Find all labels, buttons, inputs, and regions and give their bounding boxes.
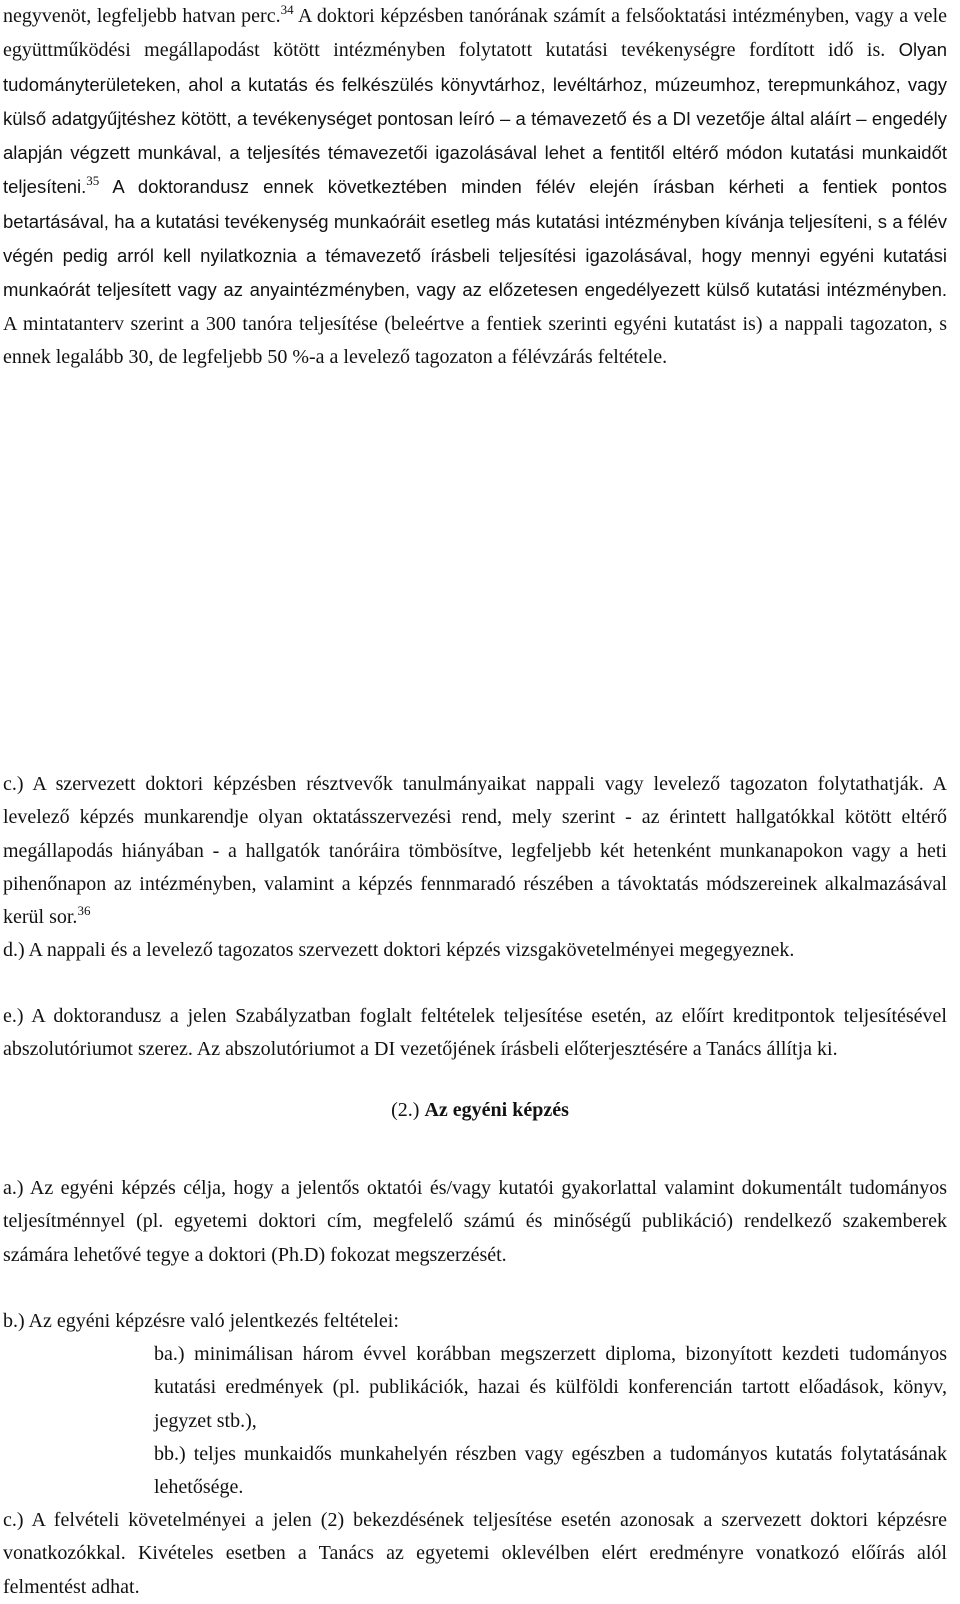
section-heading [0,1096,960,1124]
text-run: c.) A szervezett doktori képzésben résztvevők tanulmányaikat nappali vagy levelező tagozaton folytathatják. A levelező képzés munkarendje olyan oktatásszervezési rend, mely szerint - az érintett hallgatókkal kötött eltérő megállapodás hiányában - a hallgatók tanóráira tömbösítve, legfeljebb két hetenként munkanapokon vagy a heti pihenőnapon az intézményben, valamint a képzés fennmaradó részében a távoktatás módszereinek alkalmazásával kerül sor. [3,773,947,929]
section2-item-bb: bb.) teljes munkaidős munkahelyén részben vagy egészben a tudományos kutatás folytatásának lehetősége. [154,1443,947,1499]
paragraph-1 [3,0,947,374]
text-run: A doktori képzésben tanórának számít a felsőoktatási intézményben, vagy a vele együttműködési megállapodást kötött intézményben folytatott kutatási tevékenységre fordított idő is. [3,5,947,62]
section2-paragraph-b: b.) Az egyéni képzésre való jelentkezés feltételei: [3,1310,399,1332]
paragraph-d: d.) A nappali és a levelező tagozatos szervezett doktori képzés vizsgakövetelményei megegyeznek. [3,939,795,961]
text-run-sans: Olyan tudományterületeken, ahol a kutatás és felkészülés könyvtárhoz, levéltárhoz, múzeumhoz, terepmunkához, vagy külső adatgyűjtéshez kötött, a tevékenységet pontosan leíró – a témavezető és a DI vezetője által aláírt – engedély alapján végzett munkával, a teljesítés témavezetői igazolásával lehet a fentitől eltérő módon kutatási munkaidőt teljesíteni. [3,39,947,198]
footnote-ref-34[interactable]: 34 [280,2,294,17]
section-title: Az egyéni képzés [424,1099,569,1121]
section-number: (2.) [391,1099,425,1121]
paragraph-c [3,768,947,934]
footnote-ref-36[interactable]: 36 [77,903,91,919]
section2-paragraph-c: c.) A felvételi követelményei a jelen (2) bekezdésének teljesítése esetén azonosak a szervezett doktori képzésre vonatkozókkal. Kivételes esetben a Tanács az egyetemi oklevélben elért eredményre vonatkozó előírás alól felmentést adhat. [3,1509,947,1598]
text-run-sans: A doktorandusz ennek következtében minden félév elején írásban kérheti a fentiek pontos betartásával, ha a kutatási tevékenység munkaóráit esetleg más kutatási intézményben kívánja teljesíteni, s a félév végén pedig arról kell nyilatkoznia a témavezető írásbeli teljesítési igazolásával, hogy mennyi egyéni kutatási munkaórát teljesített vagy az anyaintézményben, vagy az előzetesen engedélyezett külső kutatási intézményben. [3,176,947,301]
section2-paragraph-a: a.) Az egyéni képzés célja, hogy a jelentős oktatói és/vagy kutatói gyakorlattal valamint dokumentált tudományos teljesítménnyel (pl. egyetemi doktori cím, megfelelő számú és minőségű publikáció) rendelkező szakemberek számára lehetővé tegye a doktori (Ph.D) fokozat megszerzését. [3,1177,947,1266]
section2-item-ba: ba.) minimálisan három évvel korábban megszerzett diploma, bizonyított kezdeti tudományos kutatási eredmények (pl. publikációk, hazai és külföldi konferencián tartott előadások, könyv, jegyzet stb.), [154,1343,947,1432]
footnote-ref-35[interactable]: 35 [86,173,100,189]
text-run: negyvenöt, legfeljebb hatvan perc. [3,5,281,27]
text-run: A mintatanterv szerint a 300 tanóra teljesítése (beleértve a fentiek szerinti egyéni kutatást is) a nappali tagozaton, s ennek legalább 30, de legfeljebb 50 %-a a levelező tagozaton a félévzárás feltétele. [3,312,947,368]
paragraph-e: e.) A doktorandusz a jelen Szabályzatban foglalt feltételek teljesítése esetén, az előírt kreditpontok teljesítésével abszolutóriumot szerez. Az abszolutóriumot a DI vezetőjének írásbeli előterjesztésére a Tanács állítja ki. [3,1005,947,1061]
